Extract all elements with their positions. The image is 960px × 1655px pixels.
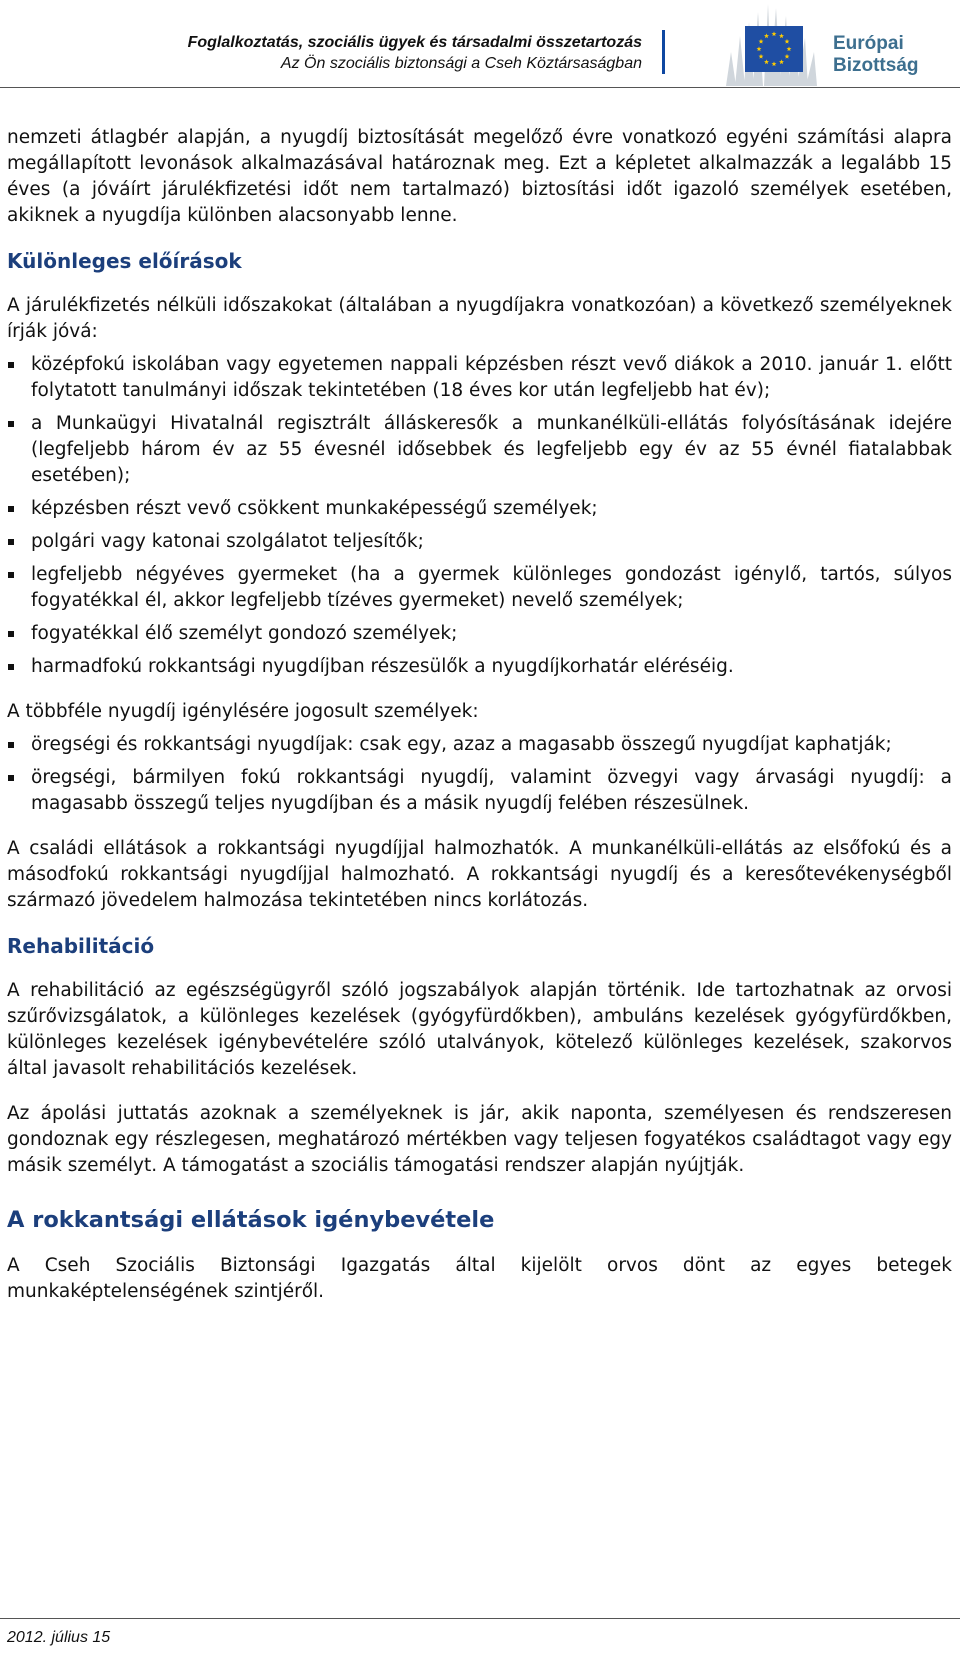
care-allowance-paragraph: Az ápolási juttatás azoknak a személyeknek is jár, akik naponta, személyesen és rendszeresen gondoznak egy részlegesen, meghatározó mértékben vagy teljesen fogyatékos családtagot vagy egy másik személyt. A támogatást a szociális támogatási rendszer alapján nyújtják. bbox=[7, 1103, 952, 1176]
bullet-icon bbox=[8, 506, 14, 512]
list-item bbox=[7, 732, 952, 758]
list-item-text: harmadfokú rokkantsági nyugdíjban részesülők a nyugdíjkorhatár eléréséig. bbox=[31, 656, 734, 677]
list-item-text: képzésben részt vevő csökkent munkaképességű személyek; bbox=[31, 498, 598, 519]
claims-paragraph: A Cseh Szociális Biztonsági Igazgatás által kijelölt orvos dönt az egyes betegek munkaképtelenségének szintjéről. bbox=[7, 1255, 952, 1302]
section-heading-rehabilitation: Rehabilitáció bbox=[7, 934, 155, 958]
list-item bbox=[7, 621, 952, 647]
list-item bbox=[7, 529, 952, 555]
rehabilitation-paragraph: A rehabilitáció az egészségügyről szóló jogszabályok alapján történik. Ide tartozhatnak az orvosi szűrővizsgálatok, a különleges kezelések (gyógyfürdőkben), ambuláns kezelések gyógyfürdőkben, különleges kezelések igénybevételére szóló utalványok, kötelező különleges kezelések, szakorvos által javasolt rehabilitációs kezelések. bbox=[7, 980, 952, 1079]
bullet-icon bbox=[8, 539, 14, 545]
eu-flag-icon bbox=[745, 26, 803, 72]
list-item bbox=[7, 411, 952, 489]
multi-pension-intro: A többféle nyugdíj igénylésére jogosult személyek: bbox=[7, 701, 479, 722]
org-name-line1: Európai bbox=[833, 33, 904, 54]
list-item-text: legfeljebb négyéves gyermeket (ha a gyermek különleges gondozást igénylő, tartós, súlyos fogyatékkal él, akkor legfeljebb tízéves gyermeket) nevelő személyek; bbox=[31, 564, 952, 611]
list-item-text: fogyatékkal élő személyt gondozó személyek; bbox=[31, 623, 458, 644]
org-name-line2: Bizottság bbox=[833, 55, 919, 76]
header-text bbox=[188, 32, 642, 74]
multi-pension-list bbox=[7, 732, 952, 817]
credited-periods-list bbox=[7, 352, 952, 680]
accumulation-paragraph: A családi ellátások a rokkantsági nyugdíjjal halmozhatók. A munkanélküli-ellátás az elsőfokú és a másodfokú rokkantsági nyugdíjjal halmozható. A rokkantsági nyugdíj és a keresőtevékenységből származó jövedelem halmozása tekintetében nincs korlátozás. bbox=[7, 838, 952, 911]
list-item bbox=[7, 765, 952, 817]
list-item bbox=[7, 562, 952, 614]
bullet-icon bbox=[8, 421, 14, 427]
list-item-text: középfokú iskolában vagy egyetemen nappali képzésben részt vevő diákok a 2010. január 1. előtt folytatott tanulmányi időszak tekintetében (18 éves kor után legfeljebb hat év); bbox=[31, 354, 952, 401]
bullet-icon bbox=[8, 572, 14, 578]
bullet-icon bbox=[8, 742, 14, 748]
header-subtitle: Az Ön szociális biztonsági a Cseh Köztársaságban bbox=[280, 55, 642, 72]
list-item bbox=[7, 496, 952, 522]
list-item bbox=[7, 654, 952, 680]
intro-paragraph: nemzeti átlagbér alapján, a nyugdíj biztosítását megelőző évre vonatkozó egyéni számítási alapra megállapított levonások alkalmazásával határoznak meg. Ezt a képletet alkalmazzák a legalább 15 éves (a jóváírt járulékfizetési időt nem tartalmazó) biztosítási időt igazoló személyek esetében, akiknek a nyugdíja különben alacsonyabb lenne. bbox=[7, 127, 952, 226]
list-item-text: a Munkaügyi Hivatalnál regisztrált álláskeresők a munkanélküli-ellátás folyósításának idejére (legfeljebb három év az 55 évesnél idősebbek és legfeljebb egy év az 55 évnél fiatalabbak esetében); bbox=[31, 413, 952, 486]
bullet-icon bbox=[8, 362, 14, 368]
document-body bbox=[7, 125, 952, 1305]
footer-date: 2012. július 15 bbox=[7, 1629, 111, 1646]
bullet-icon bbox=[8, 775, 14, 781]
section-heading-special-rules: Különleges előírások bbox=[7, 249, 242, 273]
section-heading-claims: A rokkantsági ellátások igénybevétele bbox=[7, 1207, 495, 1233]
list-item-text: öregségi, bármilyen fokú rokkantsági nyugdíj, valamint özvegyi vagy árvasági nyugdíj: a magasabb összegű teljes nyugdíjban és a másik nyugdíj felében részesülnek. bbox=[31, 767, 952, 814]
list-item bbox=[7, 352, 952, 404]
header-divider bbox=[0, 87, 960, 88]
special-intro: A járulékfizetés nélküli időszakokat (általában a nyugdíjakra vonatkozóan) a következő személyeknek írják jóvá: bbox=[7, 295, 952, 342]
header-separator bbox=[662, 30, 665, 74]
header-title: Foglalkoztatás, szociális ügyek és társadalmi összetartozás bbox=[187, 34, 642, 51]
page-header bbox=[0, 0, 960, 88]
bullet-icon bbox=[8, 664, 14, 670]
list-item-text: öregségi és rokkantsági nyugdíjak: csak egy, azaz a magasabb összegű nyugdíjat kaphatják; bbox=[31, 734, 892, 755]
bullet-icon bbox=[8, 631, 14, 637]
footer-divider bbox=[0, 1618, 960, 1619]
list-item-text: polgári vagy katonai szolgálatot teljesítők; bbox=[31, 531, 424, 552]
organization-name bbox=[833, 33, 919, 77]
